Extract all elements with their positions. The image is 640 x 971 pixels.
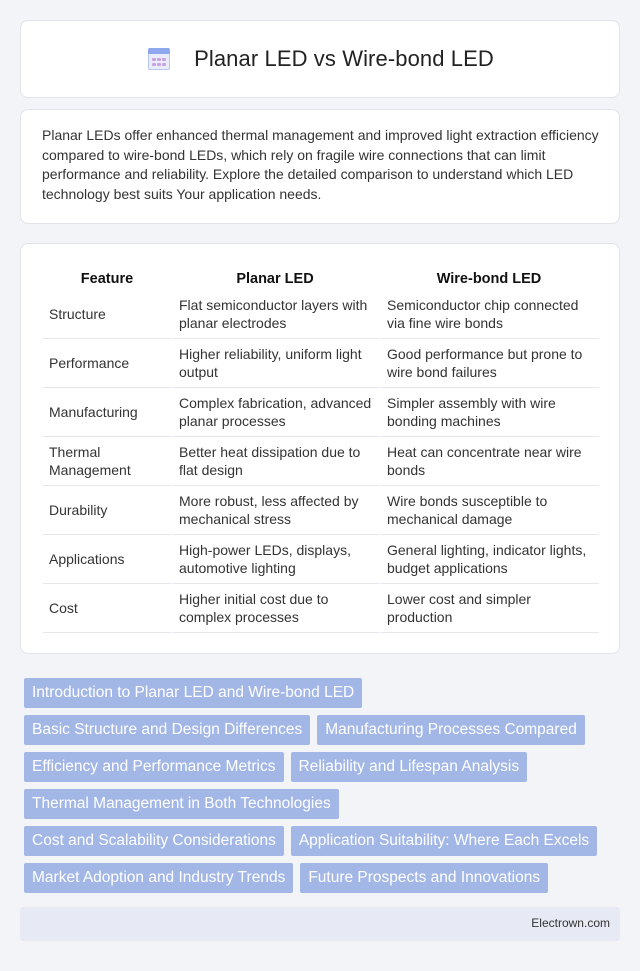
table-cell-feature: Structure: [43, 290, 171, 339]
title-card: [20, 20, 620, 98]
comparison-table: [43, 266, 599, 633]
tag-row: [24, 789, 616, 819]
table-cell-wire-bond: Semiconductor chip connected via fine wire bonds: [379, 290, 599, 339]
tag-row: [24, 863, 616, 893]
table-cell-planar: Higher initial cost due to complex processes: [171, 584, 379, 633]
table-row: [43, 290, 599, 339]
tag-row: [24, 715, 616, 745]
table-cell-feature: Durability: [43, 486, 171, 535]
header-wire-bond-led: Wire-bond LED: [436, 271, 542, 287]
table-cell-wire-bond: Simpler assembly with wire bonding machines: [379, 388, 599, 437]
tag-row: [24, 678, 616, 708]
header-feature: Feature: [80, 271, 134, 287]
table-cell-feature: Manufacturing: [43, 388, 171, 437]
table-cell-planar: Flat semiconductor layers with planar electrodes: [171, 290, 379, 339]
table-cell-planar: High-power LEDs, displays, automotive lighting: [171, 535, 379, 584]
table-cell-wire-bond: Heat can concentrate near wire bonds: [379, 437, 599, 486]
table-cell-planar: Complex fabrication, advanced planar processes: [171, 388, 379, 437]
comparison-table-card: [20, 243, 620, 654]
tag-row: [24, 826, 616, 856]
topic-tag[interactable]: Thermal Management in Both Technologies: [24, 789, 339, 819]
table-row: [43, 584, 599, 633]
header-planar-led: Planar LED: [236, 271, 314, 287]
topic-tag[interactable]: Cost and Scalability Considerations: [24, 826, 284, 856]
topic-tag[interactable]: Introduction to Planar LED and Wire-bond LED: [24, 678, 362, 708]
table-cell-feature: Performance: [43, 339, 171, 388]
table-row: [43, 388, 599, 437]
table-cell-wire-bond: Wire bonds susceptible to mechanical damage: [379, 486, 599, 535]
footer-site-link[interactable]: Electrown.com: [531, 916, 610, 930]
table-cell-wire-bond: Good performance but prone to wire bond failures: [379, 339, 599, 388]
table-header-row: [43, 266, 599, 290]
table-cell-feature: Cost: [43, 584, 171, 633]
table-row: [43, 437, 599, 486]
topic-tags: [24, 678, 616, 900]
table-cell-feature: Thermal Management: [43, 437, 171, 486]
calendar-icon: [146, 46, 172, 72]
intro-card: [20, 109, 620, 224]
topic-tag[interactable]: Reliability and Lifespan Analysis: [291, 752, 528, 782]
intro-text: Planar LEDs offer enhanced thermal management and improved light extraction efficiency compared to wire-bond LEDs, which rely on fragile wire connections that can limit performance and reliability. Explore the detailed comparison to understand which LED technology best suits Your application needs.: [42, 127, 599, 202]
table-row: [43, 535, 599, 584]
topic-tag[interactable]: Future Prospects and Innovations: [300, 863, 548, 893]
table-cell-wire-bond: Lower cost and simpler production: [379, 584, 599, 633]
footer: [20, 907, 620, 941]
topic-tag[interactable]: Market Adoption and Industry Trends: [24, 863, 293, 893]
table-cell-feature: Applications: [43, 535, 171, 584]
table-cell-planar: Better heat dissipation due to flat design: [171, 437, 379, 486]
topic-tag[interactable]: Efficiency and Performance Metrics: [24, 752, 284, 782]
page-title: Planar LED vs Wire-bond LED: [194, 46, 494, 71]
topic-tag[interactable]: Manufacturing Processes Compared: [317, 715, 585, 745]
table-row: [43, 486, 599, 535]
table-cell-wire-bond: General lighting, indicator lights, budget applications: [379, 535, 599, 584]
topic-tag[interactable]: Application Suitability: Where Each Excels: [291, 826, 597, 856]
tag-row: [24, 752, 616, 782]
table-cell-planar: Higher reliability, uniform light output: [171, 339, 379, 388]
topic-tag[interactable]: Basic Structure and Design Differences: [24, 715, 310, 745]
table-cell-planar: More robust, less affected by mechanical stress: [171, 486, 379, 535]
table-row: [43, 339, 599, 388]
